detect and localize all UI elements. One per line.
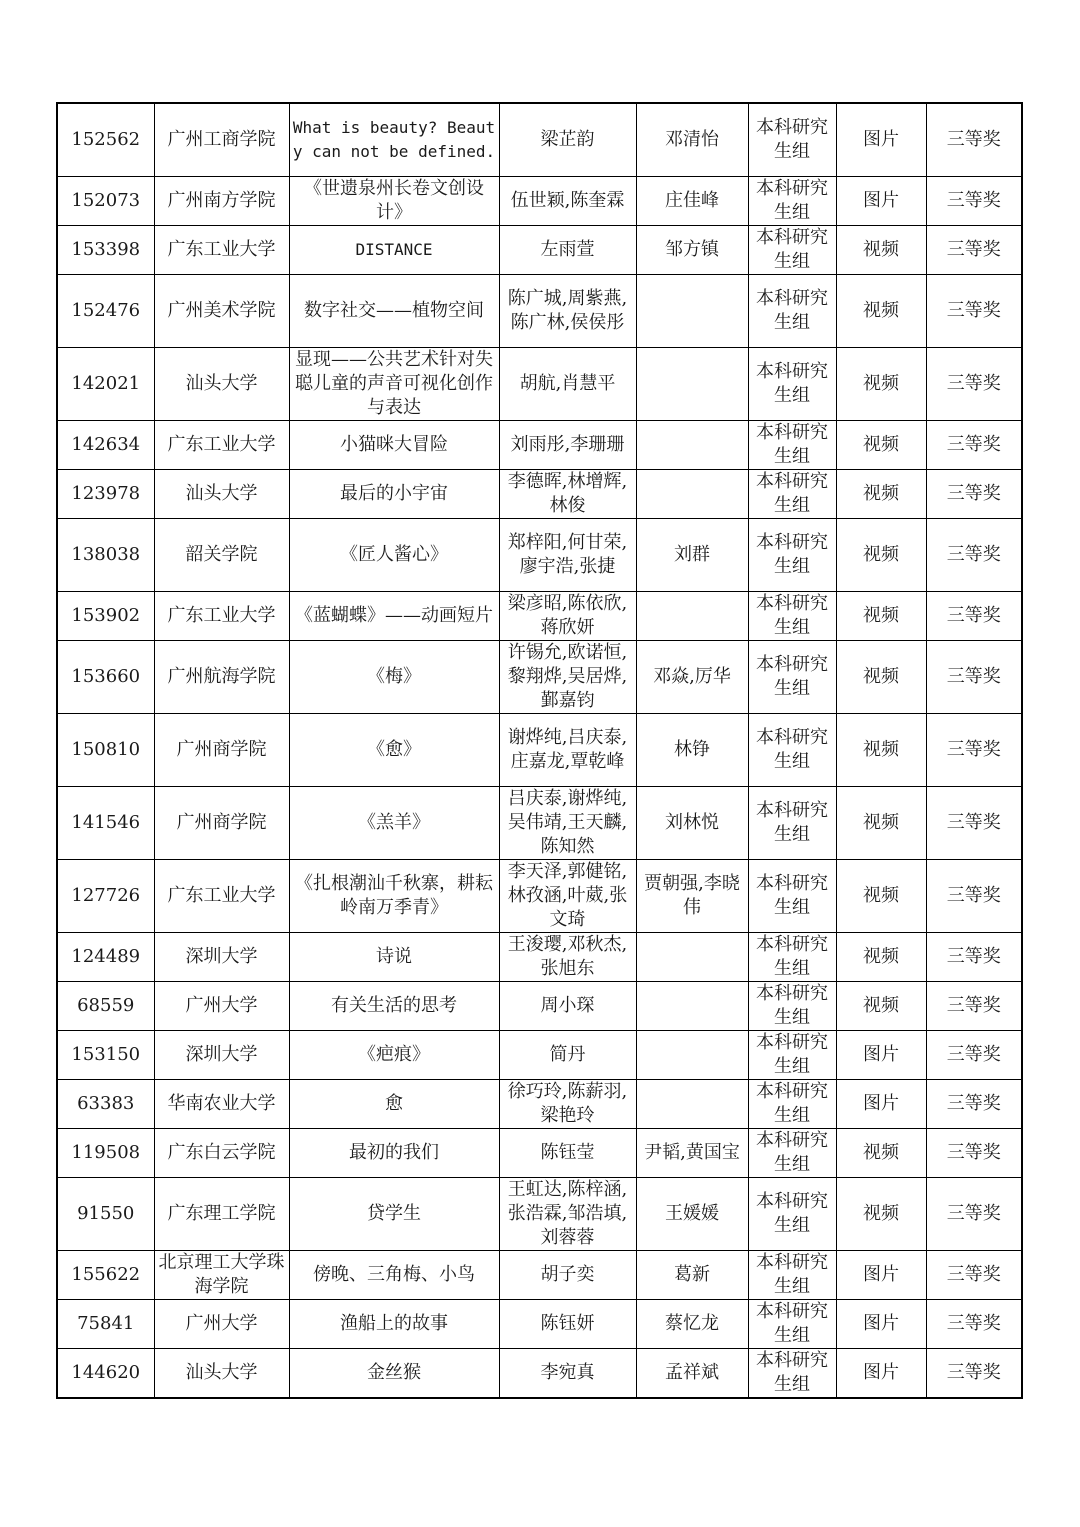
work-title-cell: 愈	[289, 1080, 499, 1129]
group-category-cell: 本科研究生组	[748, 714, 836, 787]
authors-cell: 李宛真	[499, 1349, 636, 1399]
school-name-cell: 深圳大学	[154, 933, 289, 982]
submission-id-cell: 142634	[57, 421, 154, 470]
table-row	[57, 103, 1022, 177]
submission-id-cell: 119508	[57, 1129, 154, 1178]
table-row	[57, 348, 1022, 421]
advisor-cell: 刘林悦	[636, 787, 748, 860]
work-type-cell: 视频	[836, 592, 926, 641]
work-type-cell: 视频	[836, 275, 926, 348]
award-level-cell: 三等奖	[926, 592, 1022, 641]
advisor-cell: 孟祥斌	[636, 1349, 748, 1399]
authors-cell: 陈钰妍	[499, 1300, 636, 1349]
work-title-cell: 《匠人酱心》	[289, 519, 499, 592]
work-title-cell: 《扎根潮汕千秋寨，耕耘岭南万季青》	[289, 860, 499, 933]
award-level-cell: 三等奖	[926, 275, 1022, 348]
work-type-cell: 视频	[836, 933, 926, 982]
authors-cell: 伍世颖,陈奎霖	[499, 177, 636, 226]
authors-cell: 陈钰莹	[499, 1129, 636, 1178]
advisor-cell: 庄佳峰	[636, 177, 748, 226]
advisor-cell	[636, 933, 748, 982]
award-level-cell: 三等奖	[926, 787, 1022, 860]
school-name-cell: 广州南方学院	[154, 177, 289, 226]
group-category-cell: 本科研究生组	[748, 177, 836, 226]
work-title-cell: 《梅》	[289, 641, 499, 714]
award-level-cell: 三等奖	[926, 177, 1022, 226]
advisor-cell	[636, 470, 748, 519]
work-title-cell: 《疤痕》	[289, 1031, 499, 1080]
authors-cell: 谢烨纯,吕庆泰,庄嘉龙,覃乾峰	[499, 714, 636, 787]
work-type-cell: 图片	[836, 1300, 926, 1349]
table-row	[57, 519, 1022, 592]
submission-id-cell: 150810	[57, 714, 154, 787]
submission-id-cell: 124489	[57, 933, 154, 982]
award-level-cell: 三等奖	[926, 1300, 1022, 1349]
advisor-cell	[636, 592, 748, 641]
work-type-cell: 图片	[836, 1349, 926, 1399]
award-level-cell: 三等奖	[926, 1080, 1022, 1129]
award-level-cell: 三等奖	[926, 226, 1022, 275]
table-row	[57, 1129, 1022, 1178]
school-name-cell: 广州美术学院	[154, 275, 289, 348]
school-name-cell: 广州航海学院	[154, 641, 289, 714]
group-category-cell: 本科研究生组	[748, 421, 836, 470]
table-row	[57, 226, 1022, 275]
work-type-cell: 视频	[836, 348, 926, 421]
work-title-cell: 傍晚、三角梅、小鸟	[289, 1251, 499, 1300]
authors-cell: 陈广城,周紫燕,陈广林,侯侯彤	[499, 275, 636, 348]
advisor-cell	[636, 275, 748, 348]
authors-cell: 吕庆泰,谢烨纯,吴伟靖,王天麟,陈知然	[499, 787, 636, 860]
table-row	[57, 1031, 1022, 1080]
award-level-cell: 三等奖	[926, 933, 1022, 982]
authors-cell: 王浚璎,邓秋杰,张旭东	[499, 933, 636, 982]
school-name-cell: 汕头大学	[154, 1349, 289, 1399]
advisor-cell: 刘群	[636, 519, 748, 592]
award-level-cell: 三等奖	[926, 1129, 1022, 1178]
group-category-cell: 本科研究生组	[748, 787, 836, 860]
school-name-cell: 广州大学	[154, 1300, 289, 1349]
submission-id-cell: 155622	[57, 1251, 154, 1300]
award-level-cell: 三等奖	[926, 103, 1022, 177]
work-title-cell: 最初的我们	[289, 1129, 499, 1178]
work-type-cell: 视频	[836, 860, 926, 933]
table-row	[57, 470, 1022, 519]
authors-cell: 梁芷韵	[499, 103, 636, 177]
authors-cell: 简丹	[499, 1031, 636, 1080]
work-type-cell: 视频	[836, 787, 926, 860]
school-name-cell: 广东理工学院	[154, 1178, 289, 1251]
group-category-cell: 本科研究生组	[748, 275, 836, 348]
submission-id-cell: 68559	[57, 982, 154, 1031]
work-title-cell: DISTANCE	[289, 226, 499, 275]
advisor-cell	[636, 982, 748, 1031]
work-type-cell: 视频	[836, 421, 926, 470]
school-name-cell: 广州工商学院	[154, 103, 289, 177]
school-name-cell: 广东工业大学	[154, 592, 289, 641]
group-category-cell: 本科研究生组	[748, 470, 836, 519]
work-title-cell: 《蓝蝴蝶》——动画短片	[289, 592, 499, 641]
group-category-cell: 本科研究生组	[748, 1300, 836, 1349]
work-title-cell: 显现——公共艺术针对失聪儿童的声音可视化创作与表达	[289, 348, 499, 421]
work-type-cell: 视频	[836, 1178, 926, 1251]
advisor-cell: 贾朝强,李晓伟	[636, 860, 748, 933]
authors-cell: 梁彦昭,陈依欣,蒋欣妍	[499, 592, 636, 641]
table-row	[57, 421, 1022, 470]
table-row	[57, 177, 1022, 226]
table-row	[57, 982, 1022, 1031]
award-level-cell: 三等奖	[926, 641, 1022, 714]
authors-cell: 李德晖,林增辉,林俊	[499, 470, 636, 519]
group-category-cell: 本科研究生组	[748, 933, 836, 982]
work-title-cell: What is beauty? Beauty can not be defined.	[289, 103, 499, 177]
authors-cell: 许锡允,欧诺恒,黎翔烨,吴居烨,鄞嘉钧	[499, 641, 636, 714]
advisor-cell	[636, 1031, 748, 1080]
group-category-cell: 本科研究生组	[748, 519, 836, 592]
submission-id-cell: 123978	[57, 470, 154, 519]
table-row	[57, 641, 1022, 714]
submission-id-cell: 75841	[57, 1300, 154, 1349]
authors-cell: 胡航,肖慧平	[499, 348, 636, 421]
work-type-cell: 视频	[836, 1129, 926, 1178]
submission-id-cell: 152476	[57, 275, 154, 348]
advisor-cell: 葛新	[636, 1251, 748, 1300]
authors-cell: 郑梓阳,何甘荣,廖宇浩,张捷	[499, 519, 636, 592]
school-name-cell: 汕头大学	[154, 348, 289, 421]
advisor-cell	[636, 421, 748, 470]
advisor-cell: 邹方镇	[636, 226, 748, 275]
authors-cell: 周小琛	[499, 982, 636, 1031]
table-row	[57, 714, 1022, 787]
work-title-cell: 《羔羊》	[289, 787, 499, 860]
table-row	[57, 1349, 1022, 1399]
work-type-cell: 视频	[836, 714, 926, 787]
advisor-cell: 蔡忆龙	[636, 1300, 748, 1349]
school-name-cell: 广州商学院	[154, 714, 289, 787]
work-type-cell: 视频	[836, 982, 926, 1031]
work-title-cell: 诗说	[289, 933, 499, 982]
submission-id-cell: 153398	[57, 226, 154, 275]
advisor-cell	[636, 348, 748, 421]
table-row	[57, 933, 1022, 982]
award-level-cell: 三等奖	[926, 348, 1022, 421]
group-category-cell: 本科研究生组	[748, 1031, 836, 1080]
work-type-cell: 图片	[836, 103, 926, 177]
submission-id-cell: 138038	[57, 519, 154, 592]
award-level-cell: 三等奖	[926, 714, 1022, 787]
authors-cell: 左雨萱	[499, 226, 636, 275]
table-body	[57, 103, 1022, 1398]
award-level-cell: 三等奖	[926, 982, 1022, 1031]
school-name-cell: 北京理工大学珠海学院	[154, 1251, 289, 1300]
group-category-cell: 本科研究生组	[748, 1349, 836, 1399]
work-type-cell: 图片	[836, 1080, 926, 1129]
advisor-cell: 邓焱,厉华	[636, 641, 748, 714]
school-name-cell: 韶关学院	[154, 519, 289, 592]
school-name-cell: 广东工业大学	[154, 860, 289, 933]
work-title-cell: 有关生活的思考	[289, 982, 499, 1031]
authors-cell: 刘雨彤,李珊珊	[499, 421, 636, 470]
work-title-cell: 金丝猴	[289, 1349, 499, 1399]
award-level-cell: 三等奖	[926, 421, 1022, 470]
work-type-cell: 图片	[836, 1251, 926, 1300]
group-category-cell: 本科研究生组	[748, 860, 836, 933]
advisor-cell	[636, 1080, 748, 1129]
table-row	[57, 592, 1022, 641]
award-level-cell: 三等奖	[926, 1251, 1022, 1300]
school-name-cell: 广东白云学院	[154, 1129, 289, 1178]
work-title-cell: 渔船上的故事	[289, 1300, 499, 1349]
submission-id-cell: 153150	[57, 1031, 154, 1080]
school-name-cell: 华南农业大学	[154, 1080, 289, 1129]
group-category-cell: 本科研究生组	[748, 1080, 836, 1129]
work-title-cell: 《世遗泉州长卷文创设计》	[289, 177, 499, 226]
group-category-cell: 本科研究生组	[748, 103, 836, 177]
group-category-cell: 本科研究生组	[748, 1178, 836, 1251]
table-row	[57, 1300, 1022, 1349]
advisor-cell: 邓清怡	[636, 103, 748, 177]
group-category-cell: 本科研究生组	[748, 1129, 836, 1178]
authors-cell: 李天泽,郭健铭,林孜涵,叶葳,张文琦	[499, 860, 636, 933]
work-type-cell: 图片	[836, 177, 926, 226]
submission-id-cell: 141546	[57, 787, 154, 860]
school-name-cell: 汕头大学	[154, 470, 289, 519]
work-type-cell: 视频	[836, 641, 926, 714]
group-category-cell: 本科研究生组	[748, 641, 836, 714]
school-name-cell: 广州商学院	[154, 787, 289, 860]
award-level-cell: 三等奖	[926, 519, 1022, 592]
group-category-cell: 本科研究生组	[748, 348, 836, 421]
table-row	[57, 787, 1022, 860]
award-level-cell: 三等奖	[926, 470, 1022, 519]
authors-cell: 徐巧玲,陈薪羽,梁艳玲	[499, 1080, 636, 1129]
work-title-cell: 贷学生	[289, 1178, 499, 1251]
award-results-table	[56, 102, 1023, 1399]
award-level-cell: 三等奖	[926, 1349, 1022, 1399]
advisor-cell: 尹韬,黄国宝	[636, 1129, 748, 1178]
work-title-cell: 小猫咪大冒险	[289, 421, 499, 470]
table-row	[57, 1251, 1022, 1300]
work-type-cell: 视频	[836, 470, 926, 519]
submission-id-cell: 91550	[57, 1178, 154, 1251]
submission-id-cell: 142021	[57, 348, 154, 421]
table-row	[57, 1178, 1022, 1251]
table-row	[57, 275, 1022, 348]
advisor-cell: 王媛媛	[636, 1178, 748, 1251]
submission-id-cell: 153902	[57, 592, 154, 641]
award-level-cell: 三等奖	[926, 860, 1022, 933]
work-title-cell: 数字社交——植物空间	[289, 275, 499, 348]
award-level-cell: 三等奖	[926, 1031, 1022, 1080]
submission-id-cell: 152562	[57, 103, 154, 177]
authors-cell: 胡子奕	[499, 1251, 636, 1300]
group-category-cell: 本科研究生组	[748, 226, 836, 275]
submission-id-cell: 63383	[57, 1080, 154, 1129]
work-title-cell: 最后的小宇宙	[289, 470, 499, 519]
submission-id-cell: 152073	[57, 177, 154, 226]
school-name-cell: 广东工业大学	[154, 421, 289, 470]
submission-id-cell: 144620	[57, 1349, 154, 1399]
work-title-cell: 《愈》	[289, 714, 499, 787]
table-row	[57, 860, 1022, 933]
school-name-cell: 深圳大学	[154, 1031, 289, 1080]
group-category-cell: 本科研究生组	[748, 1251, 836, 1300]
table-row	[57, 1080, 1022, 1129]
authors-cell: 王虹达,陈梓涵,张浩霖,邹浩填,刘蓉蓉	[499, 1178, 636, 1251]
advisor-cell: 林铮	[636, 714, 748, 787]
school-name-cell: 广东工业大学	[154, 226, 289, 275]
award-level-cell: 三等奖	[926, 1178, 1022, 1251]
submission-id-cell: 153660	[57, 641, 154, 714]
group-category-cell: 本科研究生组	[748, 592, 836, 641]
school-name-cell: 广州大学	[154, 982, 289, 1031]
work-type-cell: 视频	[836, 519, 926, 592]
work-type-cell: 图片	[836, 1031, 926, 1080]
submission-id-cell: 127726	[57, 860, 154, 933]
group-category-cell: 本科研究生组	[748, 982, 836, 1031]
work-type-cell: 视频	[836, 226, 926, 275]
